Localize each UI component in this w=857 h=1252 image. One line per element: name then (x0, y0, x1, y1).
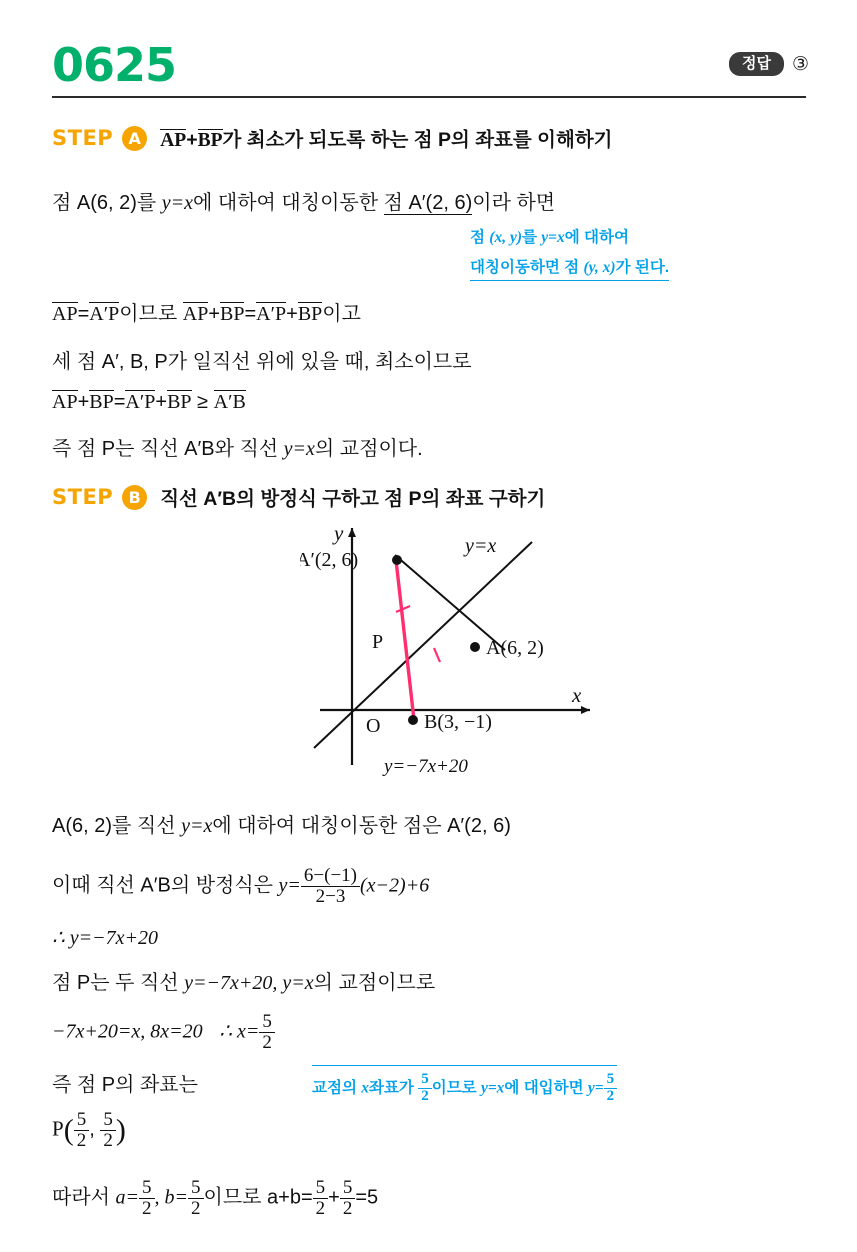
segment-ap-bp (396, 560, 414, 720)
point-a (470, 642, 480, 652)
step-a-header (52, 124, 613, 152)
l2h: = (244, 303, 257, 325)
label-origin: O (366, 715, 381, 737)
l7a: 이때 직선 A′B의 방정식은 (52, 874, 279, 897)
frac-den: 2 (315, 1197, 326, 1219)
l7b: y= (278, 874, 301, 897)
l13e: + (328, 1186, 340, 1209)
blue-note-2 (312, 1065, 617, 1105)
note-frac-2 (604, 1072, 618, 1105)
fraction-px (74, 1110, 90, 1151)
note-frac-1 (418, 1072, 432, 1105)
l2e: AP (182, 303, 209, 325)
line-1-a: 점 A(6, 2)를 (52, 192, 162, 214)
page-title: 0625 (52, 38, 177, 92)
line-a-prime-b (395, 555, 505, 650)
y-axis-arrow (348, 528, 356, 537)
n2g2: y= (587, 1079, 604, 1097)
frac-den: 2−3 (315, 885, 346, 907)
frac-num: 5 (100, 1110, 116, 1131)
label-b: B(3, −1) (424, 711, 492, 733)
line-13 (52, 1178, 378, 1219)
frac-num: 5 (604, 1072, 618, 1089)
coordinate-graph (300, 520, 630, 790)
l2a: AP (52, 303, 78, 325)
frac-num: 5 (188, 1178, 204, 1199)
fraction-py (100, 1110, 116, 1151)
n2b: (y, x) (583, 259, 616, 276)
l13f: =5 (355, 1186, 379, 1209)
line-6 (52, 809, 511, 838)
n2c2: 좌표가 (368, 1079, 419, 1097)
l2i: A′P (256, 303, 287, 325)
l10b: ∴ x= (219, 1020, 260, 1043)
paren-open: ( (63, 1113, 74, 1147)
label-a: A(6, 2) (486, 637, 544, 659)
fraction-sum-2 (340, 1178, 356, 1219)
label-a-prime: A′(2, 6) (300, 549, 359, 571)
fraction-b (188, 1178, 204, 1219)
l5b: y=x (283, 438, 315, 460)
answer-value: ③ (791, 53, 809, 75)
line-4 (52, 390, 246, 414)
l4i: A′B (213, 391, 246, 413)
blue-note-1-line-1 (470, 225, 629, 247)
n1e: 에 대하여 (564, 229, 629, 246)
l2j: + (286, 303, 298, 325)
l4b: + (77, 391, 90, 413)
n1c: 를 (521, 229, 542, 246)
l5a: 즉 점 P는 직선 A′B와 직선 (52, 438, 284, 460)
fraction-slope (301, 866, 360, 907)
l6c: 에 대하여 대칭이동한 점은 A′(2, 6) (212, 815, 511, 837)
point-b (408, 715, 418, 725)
bp-overline: BP (197, 130, 223, 151)
step-b-title: 직선 A′B의 방정식 구하고 점 P의 좌표 구하기 (160, 488, 546, 510)
l2g: BP (220, 303, 245, 325)
l4d: = (113, 391, 126, 413)
tick-mark-2 (434, 648, 440, 662)
n1b: (x, y) (489, 229, 522, 246)
frac-num: 5 (313, 1178, 329, 1199)
l5c: 의 교점이다. (314, 438, 423, 460)
l7c: (x−2)+6 (360, 874, 430, 897)
n1d: y=x (541, 229, 565, 246)
line-11: 즉 점 P의 좌표는 (52, 1074, 198, 1096)
frac-num: 6−(−1) (301, 866, 360, 887)
l4f: + (155, 391, 168, 413)
l10a: −7x+20=x, 8x=20 (52, 1020, 203, 1043)
step-a-title (160, 124, 612, 152)
n2c: 가 된다. (615, 259, 670, 276)
ap-overline: AP (160, 130, 187, 151)
l9c: 의 교점이므로 (313, 972, 436, 994)
line-1 (52, 186, 555, 215)
label-line-yx: y=x (465, 535, 497, 557)
point-a-prime (392, 555, 402, 565)
l4e: A′P (125, 391, 156, 413)
l2d: 이므로 (119, 303, 183, 325)
label-line-equation: y=−7x+20 (384, 756, 468, 777)
frac-num: 5 (259, 1012, 275, 1033)
l8: ∴ y=−7x+20 (52, 927, 158, 949)
n2d2: 이므로 (431, 1079, 481, 1097)
frac-den: 2 (342, 1197, 353, 1219)
step-a-badge: A (122, 126, 147, 151)
label-axis-y: y (334, 521, 344, 545)
line-12 (52, 1110, 126, 1151)
frac-num: 5 (74, 1110, 90, 1131)
frac-num: 5 (418, 1072, 432, 1089)
l4h: ≥ (191, 391, 214, 413)
step-a-title-text: 가 최소가 되도록 하는 점 P의 좌표를 이해하기 (222, 129, 613, 151)
fraction-sum-1 (313, 1178, 329, 1219)
step-a-label: STEP (52, 126, 114, 150)
step-b-label: STEP (52, 485, 114, 509)
step-b-badge: B (122, 485, 147, 510)
l9b: y=−7x+20, y=x (184, 972, 314, 994)
line-7 (52, 866, 429, 907)
label-p: P (372, 631, 384, 653)
line-5 (52, 432, 423, 461)
label-axis-x: x (572, 683, 582, 707)
line-8 (52, 925, 158, 950)
l12a: P (52, 1116, 64, 1141)
frac-den: 2 (421, 1087, 429, 1104)
l13b: a= (115, 1186, 140, 1209)
line-10 (52, 1012, 275, 1053)
n2b2: x (361, 1079, 369, 1097)
frac-den: 2 (191, 1197, 201, 1219)
l2f: + (208, 303, 221, 325)
line-3: 세 점 A′, B, P가 일직선 위에 있을 때, 최소이므로 (52, 351, 472, 373)
frac-num: 5 (139, 1178, 155, 1199)
l6a: A(6, 2)를 직선 (52, 815, 182, 837)
l13c: , b= (154, 1186, 189, 1209)
status-badge: 정답 (729, 52, 784, 76)
fraction-a (139, 1178, 155, 1219)
line-1-c: 에 대하여 대칭이동한 (193, 192, 384, 214)
l6b: y=x (181, 815, 213, 837)
graph-svg (300, 520, 630, 785)
frac-den: 2 (142, 1197, 152, 1219)
l2c: A′P (89, 303, 120, 325)
l2l: 이고 (322, 303, 361, 325)
frac-num: 5 (340, 1178, 356, 1199)
frac-den: 2 (76, 1129, 87, 1151)
l9a: 점 P는 두 직선 (52, 972, 185, 994)
answer-group (729, 52, 809, 76)
n1a: 점 (470, 229, 490, 246)
n2a: 대칭이동하면 점 (470, 259, 584, 276)
l4g: BP (167, 391, 192, 413)
frac-den: 2 (262, 1031, 272, 1053)
fraction-x-value (259, 1012, 275, 1053)
n2f2: 에 대입하면 (504, 1079, 588, 1097)
line-1-e: 이라 하면 (472, 192, 556, 214)
l13a: 따라서 (52, 1186, 116, 1209)
l13d: 이므로 a+b= (203, 1186, 313, 1209)
frac-den: 2 (103, 1129, 113, 1151)
line-2 (52, 297, 361, 326)
n2e2: y=x (480, 1079, 505, 1097)
line-1-eq: y=x (161, 192, 194, 214)
comma: , (89, 1118, 101, 1141)
step-b-header (52, 483, 545, 511)
blue-note-1-line-2 (470, 255, 669, 281)
plus-sign: + (186, 129, 198, 151)
l4c: BP (89, 391, 114, 413)
line-1-underlined: 점 A′(2, 6) (383, 192, 473, 214)
divider (52, 96, 806, 98)
paren-close: ) (115, 1113, 126, 1147)
n2a2: 교점의 (312, 1079, 362, 1097)
l4a: AP (52, 391, 78, 413)
line-9 (52, 966, 435, 995)
frac-den: 2 (606, 1087, 615, 1104)
x-axis-arrow (581, 706, 590, 714)
l2b: = (77, 303, 90, 325)
l2k: BP (297, 303, 323, 325)
